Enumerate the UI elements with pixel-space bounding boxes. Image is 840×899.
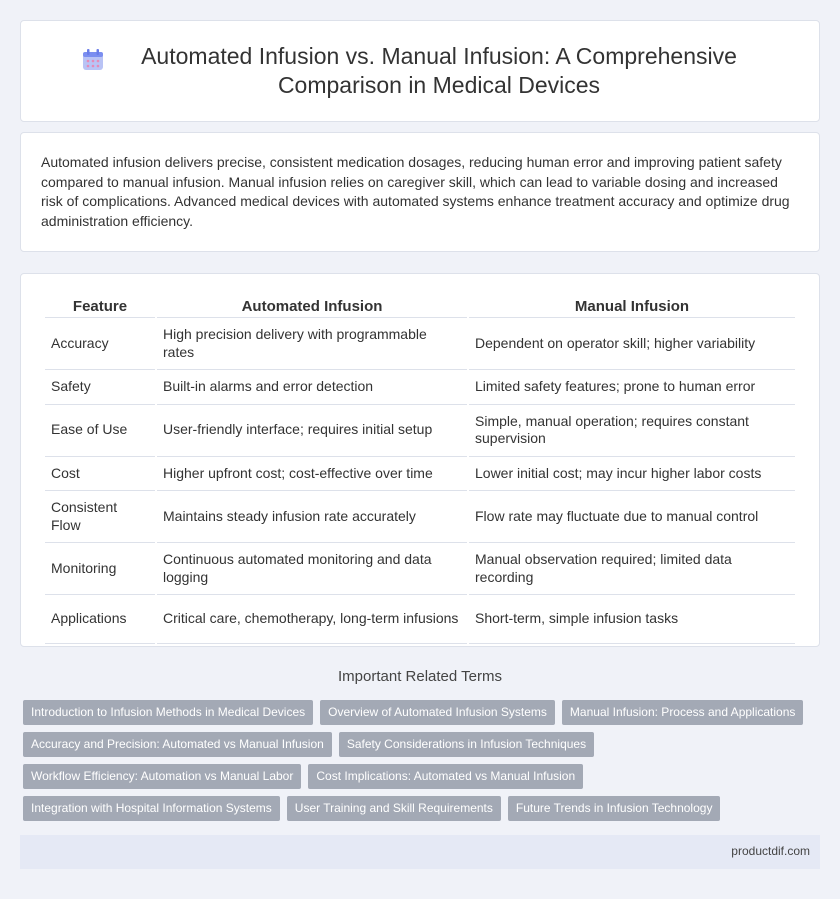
manual-cell: Manual observation required; limited data recording (469, 543, 795, 595)
feature-cell: Safety (45, 370, 155, 405)
automated-cell: Maintains steady infusion rate accurately (157, 491, 467, 543)
calendar-icon (81, 48, 105, 72)
title-card (20, 20, 820, 122)
footer-bar (20, 835, 820, 869)
related-term-tag[interactable]: Overview of Automated Infusion Systems (320, 700, 555, 725)
related-term-tag[interactable]: Workflow Efficiency: Automation vs Manual Labor (23, 764, 301, 789)
automated-cell: Critical care, chemotherapy, long-term infusions (157, 595, 467, 644)
related-term-tag[interactable]: Manual Infusion: Process and Applications (562, 700, 803, 725)
related-term-tag[interactable]: User Training and Skill Requirements (287, 796, 501, 821)
table-row (45, 491, 795, 543)
manual-cell: Short-term, simple infusion tasks (469, 595, 795, 644)
related-term-tag[interactable]: Safety Considerations in Infusion Techniques (339, 732, 594, 757)
intro-card (20, 132, 820, 252)
table-row (45, 457, 795, 492)
automated-cell: Built-in alarms and error detection (157, 370, 467, 405)
manual-cell: Simple, manual operation; requires constant supervision (469, 405, 795, 457)
feature-cell: Applications (45, 595, 155, 644)
feature-cell: Consistent Flow (45, 491, 155, 543)
intro-paragraph: Automated infusion delivers precise, consistent medication dosages, reducing human error and improving patient safety compared to manual infusion. Manual infusion relies on caregiver skill, which can lead to variable dosing and increased risk of complications. Advanced medical devices with automated systems enhance treatment accuracy and optimize drug administration efficiency. (41, 154, 790, 229)
automated-cell: User-friendly interface; requires initial setup (157, 405, 467, 457)
automated-cell: Higher upfront cost; cost-effective over time (157, 457, 467, 492)
automated-cell: Continuous automated monitoring and data logging (157, 543, 467, 595)
header-manual: Manual Infusion (469, 294, 795, 318)
feature-cell: Cost (45, 457, 155, 492)
related-term-tag[interactable]: Cost Implications: Automated vs Manual Infusion (308, 764, 583, 789)
table-row (45, 543, 795, 595)
manual-cell: Dependent on operator skill; higher variability (469, 318, 795, 370)
automated-cell: High precision delivery with programmable rates (157, 318, 467, 370)
comparison-table (43, 294, 797, 644)
related-term-tag[interactable]: Introduction to Infusion Methods in Medical Devices (23, 700, 313, 725)
header-automated: Automated Infusion (157, 294, 467, 318)
related-term-tag[interactable]: Accuracy and Precision: Automated vs Manual Infusion (23, 732, 332, 757)
header-feature: Feature (45, 294, 155, 318)
manual-cell: Limited safety features; prone to human error (469, 370, 795, 405)
table-row (45, 405, 795, 457)
related-term-tag[interactable]: Integration with Hospital Information Systems (23, 796, 280, 821)
feature-cell: Accuracy (45, 318, 155, 370)
manual-cell: Flow rate may fluctuate due to manual control (469, 491, 795, 543)
related-terms-list (23, 700, 823, 821)
table-row (45, 370, 795, 405)
related-terms-heading: Important Related Terms (338, 668, 502, 685)
related-term-tag[interactable]: Future Trends in Infusion Technology (508, 796, 721, 821)
feature-cell: Monitoring (45, 543, 155, 595)
table-row (45, 595, 795, 644)
feature-cell: Ease of Use (45, 405, 155, 457)
comparison-table-card (20, 273, 820, 647)
manual-cell: Lower initial cost; may incur higher labor costs (469, 457, 795, 492)
table-row (45, 318, 795, 370)
table-header-row (45, 294, 795, 318)
page-title: Automated Infusion vs. Manual Infusion: A Comprehensive Comparison in Medical Devices (141, 43, 737, 98)
footer-site-link[interactable]: productdif.com (731, 844, 810, 858)
